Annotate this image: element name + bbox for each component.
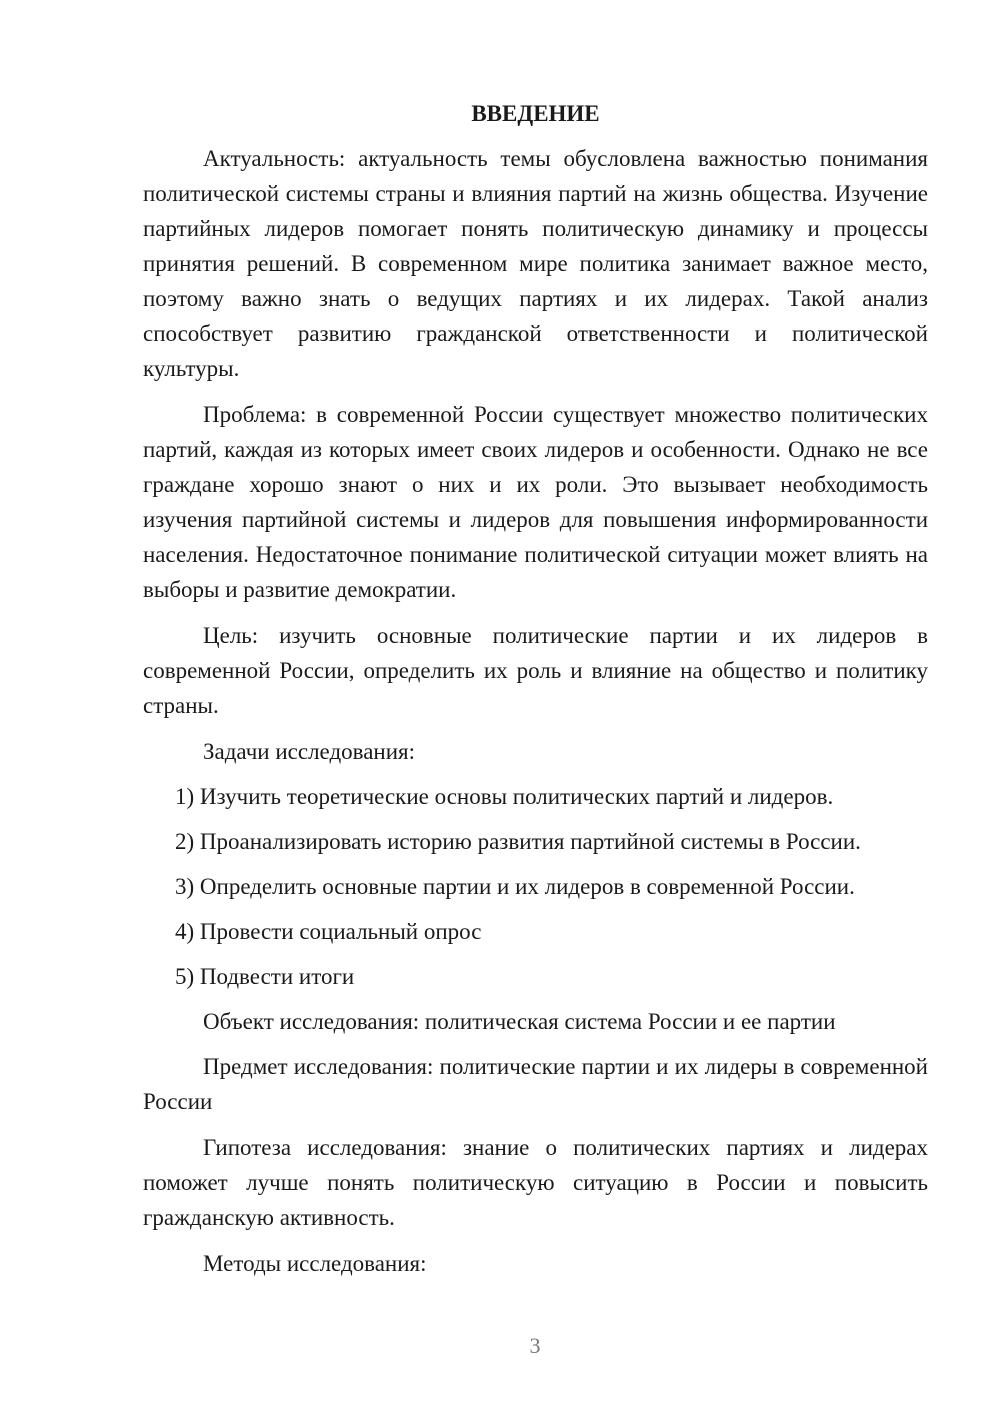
task-item-2: 2) Проанализировать историю развития партийной системы в России. [175,829,861,854]
paragraph-methods: Методы исследования: [203,1251,427,1276]
paragraph-goal: Цель: изучить основные политические партии и их лидеров в современной России, определить их роль и влияние на общество и политику страны. [143,623,928,718]
paragraph-problem: Проблема: в современной России существует множество политических партий, каждая из которых имеет своих лидеров и особенности. Однако не все граждане хорошо знают о них и их роли. Это вызывает необходимость изучения партийной системы и лидеров для повышения информированности населения. Недостаточное понимание политической ситуации может влиять на выборы и развитие демократии. [143,402,928,602]
tasks-intro: Задачи исследования: [203,739,416,764]
paragraph-relevance: Актуальность: актуальность темы обусловлена важностью понимания политической системы страны и влияния партий на жизнь общества. Изучение партийных лидеров помогает понять политическую динамику и процессы принятия решений. В современном мире политика занимает важное место, поэтому важно знать о ведущих партиях и их лидерах. Такой анализ способствует развитию гражданской ответственности и политической культуры. [143,146,928,381]
task-item-5: 5) Подвести итоги [175,964,355,989]
task-item-4: 4) Провести социальный опрос [175,919,482,944]
task-item-1: 1) Изучить теоретические основы политических партий и лидеров. [175,784,834,809]
section-heading: ВВЕДЕНИЕ [471,101,600,126]
tasks-list [143,779,928,994]
paragraph-object: Объект исследования: политическая система России и ее партии [203,1009,836,1034]
paragraph-hypothesis: Гипотеза исследования: знание о политических партиях и лидерах поможет лучше понять политическую ситуацию в России и повысить гражданскую активность. [143,1135,928,1230]
task-item-3: 3) Определить основные партии и их лидеров в современной России. [175,874,855,899]
paragraph-subject: Предмет исследования: политические партии и их лидеры в современной России [143,1054,928,1114]
page-number: 3 [529,1333,541,1358]
document-body [143,96,928,1292]
